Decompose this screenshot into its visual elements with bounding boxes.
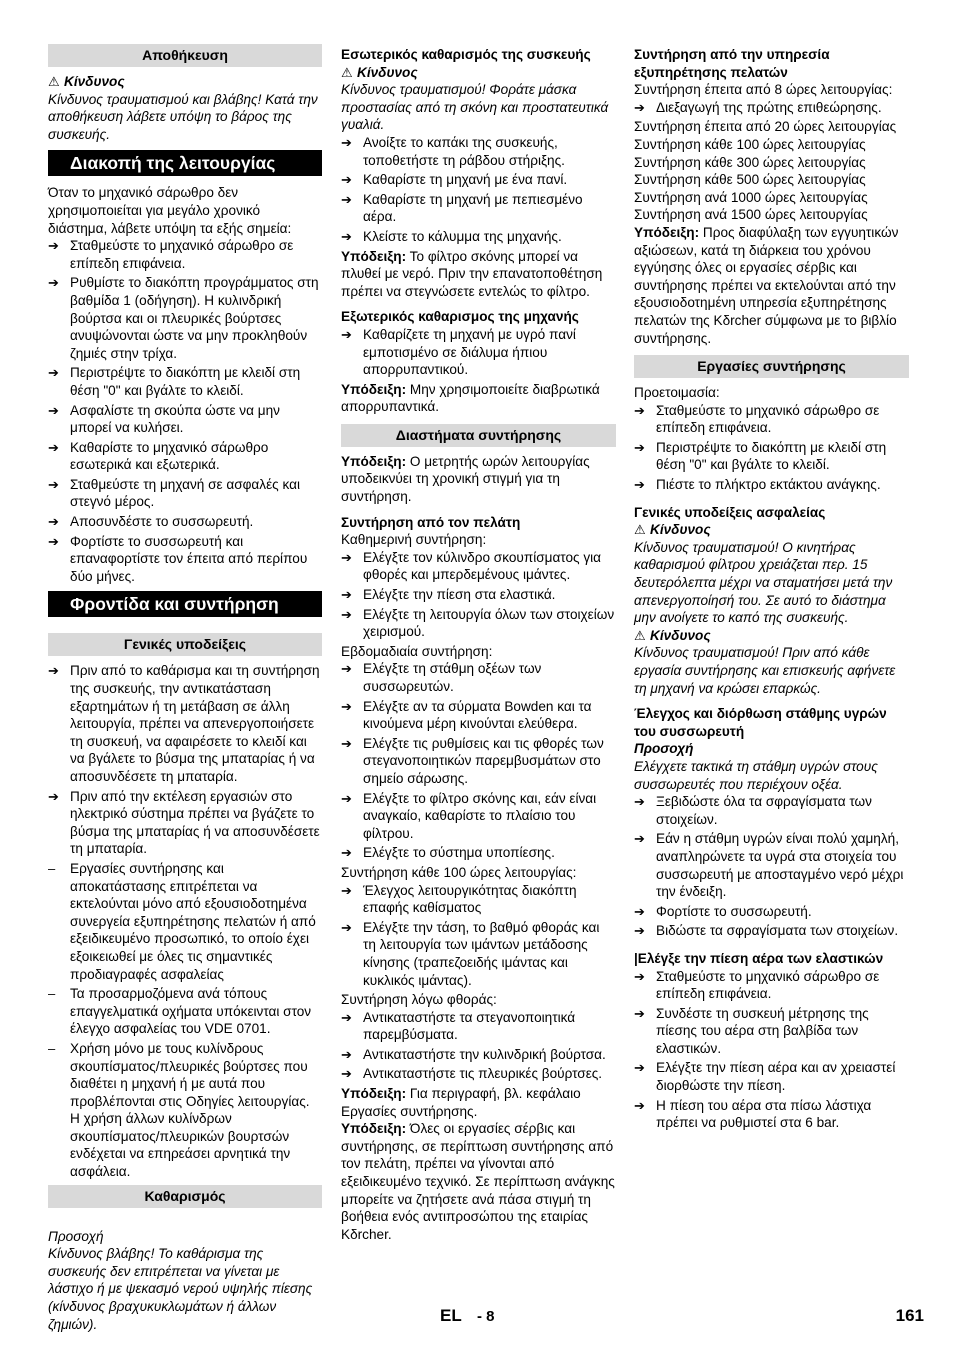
page-footer — [0, 1307, 954, 1331]
arrow-icon: ➔ — [634, 439, 645, 455]
list-item-text: Έλεγχος λειτουργικότητας διακόπτη επαφής καθίσματος — [363, 882, 577, 916]
service-heading: Συντήρηση από την υπηρεσία εξυπηρέτησης πελατών — [634, 47, 830, 80]
internal-danger: ⚠ Κίνδυνος — [341, 64, 418, 80]
arrow-icon: ➔ — [341, 606, 352, 622]
arrow-icon: ➔ — [48, 402, 59, 418]
weekly-label: Εβδομαδιαία συντήρηση: — [341, 643, 493, 659]
arrow-icon: ➔ — [634, 831, 645, 847]
list-item — [48, 274, 322, 362]
list-item-text: Περιστρέψτε το διακόπτη με κλειδί στη θέση "0" και βγάλτε το κλειδί. — [656, 439, 887, 473]
list-item — [48, 985, 322, 1038]
list-item-text: Σταθμεύστε τη μηχανή σε ασφαλές και στεγνό μέρος. — [70, 476, 300, 510]
list-item — [634, 402, 909, 437]
arrow-icon: ➔ — [341, 134, 352, 150]
list-item — [341, 191, 616, 226]
prep-label: Προετοιμασία: — [634, 385, 720, 401]
list-item — [341, 844, 616, 862]
list-item — [634, 476, 909, 494]
arrow-icon: ➔ — [341, 790, 352, 806]
arrow-icon: ➔ — [48, 238, 59, 254]
list-item-text: Χρήση μόνο με τους κυλίνδρους σκουπίσματος/πλευρικές βούρτσες που διαθέτει η μηχανή ή με αυτά που προβλέπονται στις Οδηγίες λειτουργίας. Η χρήση άλλων κυλίνδρων σκουπίσματος/πλευρικών βουρτσών ενδέχεται να επηρεάσει αρνητικά την ασφάλεια. — [70, 1040, 310, 1180]
arrow-icon: ➔ — [48, 476, 59, 492]
arrow-icon: ➔ — [341, 1066, 352, 1082]
list-item — [341, 549, 616, 584]
arrow-icon: ➔ — [341, 1009, 352, 1025]
list-item-text: Ελέγξτε την τάση, το βαθμό φθοράς και τη λειτουργία των ιμάντων μετάδοσης κίνησης (τραπεζοειδής ιμάντας και κυκλικός ιμάντας). — [363, 919, 600, 988]
cleaning-caution-label: Προσοχή — [48, 1228, 104, 1244]
general-heading: Γενικές υποδείξεις — [48, 633, 322, 656]
arrow-icon: ➔ — [634, 402, 645, 418]
battery-list — [634, 793, 909, 940]
arrow-icon: ➔ — [634, 794, 645, 810]
general-list — [48, 662, 322, 1180]
cleaning-caution-text: Κίνδυνος βλάβης! Το καθάρισμα της συσκευής δεν επιτρέπεται να γίνεται με λάστιχο ή με ψεκασμό νερού υψηλής πίεσης (κίνδυνος βραχυκυκλωμάτων ή άλλων ζημιών). — [48, 1246, 313, 1332]
list-item — [341, 1009, 616, 1044]
internal-note: Υπόδειξη: Το φίλτρο σκόνης μπορεί να πλυθεί με νερό. Πριν την επανατοποθέτηση πρέπει να στεγνώσετε εντελώς το φίλτρο. — [341, 248, 603, 299]
list-item-text: Ρυθμίστε το διακόπτη προγράμματος στη βαθμίδα 1 (οδήγηση). Η κυλινδρική βούρτσα και οι πλευρικές βούρτσες ανυψώνονται ώστε να μην προκληθούν ζημιές στην τρίχα. — [70, 275, 319, 361]
service-line: Συντήρηση ανά 1000 ώρες λειτουργίας — [634, 189, 868, 205]
list-item — [634, 968, 909, 1003]
list-item — [48, 513, 322, 531]
list-item — [48, 237, 322, 272]
storage-danger: ⚠ Κίνδυνος — [48, 74, 125, 89]
list-item — [634, 439, 909, 474]
warning-icon: ⚠ — [634, 522, 646, 538]
column-left — [48, 44, 322, 1333]
list-item-text: Ελέγξτε τις ρυθμίσεις και τις φθορές των στεγανοποιητικών παρεμβυσμάτων στο σημείο σάρωσης. — [363, 735, 604, 786]
list-item — [48, 662, 322, 785]
list-item — [341, 326, 616, 379]
arrow-icon: ➔ — [48, 365, 59, 381]
arrow-icon: ➔ — [48, 533, 59, 549]
list-item — [634, 793, 909, 828]
list-item-text: Βιδώστε τα σφραγίσματα των στοιχείων. — [656, 923, 899, 939]
list-item-text: Φορτίστε το συσσωρευτή. — [656, 903, 812, 919]
list-item-text: Αντικαταστήστε τα στεγανοποιητικά παρεμβύσματα. — [363, 1009, 576, 1043]
arrow-icon: ➔ — [341, 172, 352, 188]
list-item-text: Ελέγξτε την πίεση στα ελαστικά. — [363, 587, 556, 603]
list-item-text: Εργασίες συντήρησης και αποκατάστασης επιτρέπεται να εκτελούνται μόνο από εξουσιοδοτημένα συνεργεία εξυπηρέτησης πελατών ή από εξειδικευμένο προσωπικό, το οποίο έχει εξοικειωθεί με όλες τις σημαντικές προδιαγραφές ασφαλείας — [70, 860, 316, 982]
danger1-text: Κίνδυνος τραυματισμού! Ο κινητήρας καθαρισμού φίλτρου χρειάζεται περ. 15 δευτερόλεπτα μέχρι να σταματήσει μετά την απενεργοποίησή του. Σε αυτό το διάστημα μην ανοίγετε το καπό της συσκευής. — [634, 539, 893, 626]
tire-heading: |Ελέγξε την πίεση αέρα των ελαστικών — [634, 950, 884, 966]
list-item — [48, 533, 322, 586]
list-item — [48, 476, 322, 511]
arrow-icon: ➔ — [341, 191, 352, 207]
list-item — [341, 660, 616, 695]
intervals-note: Υπόδειξη: Ο μετρητής ωρών λειτουργίας υποδεικνύει τη χρονική στιγμή για τη συντήρηση. — [341, 453, 590, 505]
list-item-text: Αντικαταστήστε την κυλινδρική βούρτσα. — [363, 1046, 606, 1062]
battery-caution-text: Ελέγχετε τακτικά τη στάθμη υγρών στους συσσωρευτές που περιέχουν οξέα. — [634, 758, 878, 792]
list-item-text: Φορτίστε το συσσωρευτή και επαναφορτίστε τον έπειτα από περίπου δύο μήνες. — [70, 533, 308, 584]
list-item-text: Σταθμεύστε το μηχανικό σάρωθρο σε επίπεδη επιφάνεια. — [70, 238, 294, 271]
list-item — [48, 439, 322, 474]
list-item — [341, 1046, 616, 1064]
arrow-icon: ➔ — [341, 1046, 352, 1062]
tire-list — [634, 968, 909, 1132]
arrow-icon: ➔ — [634, 968, 645, 984]
intervals-heading: Διαστήματα συντήρησης — [341, 424, 616, 447]
list-item-text: Καθαρίζετε τη μηχανή με υγρό πανί εμποτισμένο σε διάλυμα ήπιου απορρυπαντικού. — [363, 326, 576, 378]
external-note: Υπόδειξη: Μην χρησιμοποιείτε διαβρωτικά απορρυπαντικά. — [341, 381, 600, 415]
service-line: Συντήρηση κάθε 100 ώρες λειτουργίας — [634, 136, 866, 152]
column-middle — [341, 44, 616, 1243]
arrow-icon: ➔ — [48, 514, 59, 530]
list-item-text: Ασφαλίστε τη σκούπα ώστε να μην μπορεί να κυλήσει. — [70, 402, 280, 436]
list-item — [48, 364, 322, 399]
service-line: Συντήρηση κάθε 300 ώρες λειτουργίας — [634, 154, 866, 170]
safety-heading: Γενικές υποδείξεις ασφαλείας — [634, 504, 826, 520]
list-item — [341, 606, 616, 641]
external-list — [341, 326, 616, 379]
work-heading: Εργασίες συντήρησης — [634, 355, 909, 378]
list-item — [48, 402, 322, 437]
wear-list — [341, 1009, 616, 1083]
storage-heading: Αποθήκευση — [48, 44, 322, 67]
h100-list — [341, 882, 616, 990]
arrow-icon: ➔ — [634, 99, 645, 115]
list-item — [634, 1059, 909, 1094]
service-line: Συντήρηση έπειτα από 20 ώρες λειτουργίας — [634, 119, 897, 135]
list-item — [48, 1040, 322, 1181]
list-item — [341, 1065, 616, 1083]
arrow-icon: ➔ — [634, 1060, 645, 1076]
battery-caution-label: Προσοχή — [634, 741, 694, 757]
list-item-text: Εάν η στάθμη υγρών είναι πολύ χαμηλή, αναπληρώνετε τα υγρά στα στοιχεία του συσσωρευτή με αποσταγμένο νερό μέχρι την ένδειξη. — [656, 831, 904, 900]
arrow-icon: ➔ — [341, 735, 352, 751]
list-item-text: Τα προσαρμοζόμενα ανά τόπους επαγγελματικά οχήματα υπόκεινται στον έλεγχο ασφαλείας του VDE 0701. — [70, 986, 312, 1037]
list-item-text: Σταθμεύστε το μηχανικό σάρωθρο σε επίπεδη επιφάνεια. — [656, 968, 880, 1002]
list-item-text: Ανοίξτε το καπάκι της συσκευής, τοποθετήστε τη ράβδου στήριξης. — [363, 134, 565, 168]
arrow-icon: ➔ — [48, 663, 59, 679]
note2: Υπόδειξη: Για περιγραφή, βλ. κεφάλαιο Εργασίες συντήρησης. — [341, 1086, 581, 1119]
danger2: ⚠ Κίνδυνος — [634, 627, 711, 643]
danger1: ⚠ Κίνδυνος — [634, 522, 711, 538]
arrow-icon: ➔ — [341, 549, 352, 565]
warning-icon: ⚠ — [634, 627, 646, 643]
arrow-icon: ➔ — [341, 661, 352, 677]
arrow-icon: ➔ — [341, 698, 352, 714]
service-lines — [634, 118, 909, 224]
arrow-icon: ➔ — [341, 845, 352, 861]
list-item-text: Σταθμεύστε το μηχανικό σάρωθρο σε επίπεδη επιφάνεια. — [656, 402, 880, 436]
arrow-icon: ➔ — [634, 903, 645, 919]
shutdown-list — [48, 237, 322, 585]
list-item — [341, 171, 616, 189]
arrow-icon: ➔ — [48, 439, 59, 455]
list-item-text: Πριν από την εκτέλεση εργασιών στο ηλεκτρικό σύστημα πρέπει να βγάζετε το βύσμα της μπαταρίας ή να αποσυνδέσετε τη μπαταρία. — [70, 788, 320, 857]
weekly-list — [341, 660, 616, 862]
list-item-text: Ελέγξτε τη λειτουργία όλων των στοιχείων χειρισμού. — [363, 606, 615, 640]
list-item — [341, 882, 616, 917]
daily-list — [341, 549, 616, 641]
list-item-text: Αντικαταστήστε τις πλευρικές βούρτσες. — [363, 1066, 603, 1082]
internal-list — [341, 134, 616, 246]
shutdown-heading: Διακοπή της λειτουργίας — [48, 150, 322, 176]
list-item-text: Ελέγξτε τη στάθμη οξέων των συσσωρευτών. — [363, 661, 542, 694]
arrow-icon: ➔ — [634, 1097, 645, 1113]
list-item-text: Ελέγξτε αν τα σύρματα Bowden και τα κινούμενα μέρη κινούνται ελεύθερα. — [363, 698, 592, 732]
list-item-text: Αποσυνδέστε το συσσωρευτή. — [70, 514, 254, 530]
service-line: Συντήρηση ανά 1500 ώρες λειτουργίας — [634, 207, 868, 223]
list-item — [341, 790, 616, 843]
local-page-number: - 8 — [477, 1308, 495, 1325]
dash-marker: – — [48, 1040, 56, 1056]
list-item — [341, 735, 616, 788]
service-step1: ➔ Διεξαγωγή της πρώτης επιθεώρησης. — [634, 99, 882, 115]
battery-heading: Έλεγχος και διόρθωση στάθμης υγρών του συσσωρευτή — [634, 706, 887, 739]
list-item-text: Περιστρέψτε το διακόπτη με κλειδί στη θέση "0" και βγάλτε το κλειδί. — [70, 365, 301, 398]
page-number: 161 — [895, 1306, 924, 1325]
warning-icon: ⚠ — [341, 64, 353, 80]
arrow-icon: ➔ — [341, 882, 352, 898]
list-item-text: Καθαρίστε τη μηχανή με ένα πανί. — [363, 172, 568, 188]
list-item-text: Ελέγξτε το σύστημα υποπίεσης. — [363, 845, 555, 861]
external-heading: Εξωτερικός καθαρισμος της μηχανής — [341, 309, 579, 325]
arrow-icon: ➔ — [341, 326, 352, 342]
cleaning-heading: Καθαρισμός — [48, 1185, 322, 1208]
language-code: EL — [440, 1306, 462, 1325]
list-item — [634, 830, 909, 900]
dash-marker: – — [48, 860, 56, 876]
list-item — [48, 860, 322, 983]
h100-label: Συντήρηση κάθε 100 ώρες λειτουργίας: — [341, 864, 577, 880]
arrow-icon: ➔ — [634, 923, 645, 939]
service-line1: Συντήρηση έπειτα από 8 ώρες λειτουργίας: — [634, 82, 893, 98]
list-item — [341, 919, 616, 989]
wear-label: Συντήρηση λόγω φθοράς: — [341, 992, 497, 1008]
service-note: Υπόδειξη: Προς διαφύλαξη των εγγυητικών αξιώσεων, κατά τη διάρκεια του χρόνου εγγύησης όλες οι εργασίες σέρβις και συντήρησης πρέπει να εκτελούνται από την εξουσιοδοτημένη υπηρεσία εξυπηρέτησης πελατών της Kδrcher σύμφωνα με το βιβλίο συντήρησης. — [634, 224, 899, 346]
customer-heading: Συντήρηση από τον πελάτη — [341, 514, 521, 530]
list-item — [341, 586, 616, 604]
arrow-icon: ➔ — [634, 477, 645, 493]
arrow-icon: ➔ — [341, 228, 352, 244]
arrow-icon: ➔ — [634, 1005, 645, 1021]
list-item-text: Ελέγξτε τον κύλινδρο σκουπίσματος για φθορές και μπερδεμένους ιμάντες. — [363, 549, 602, 583]
list-item — [634, 903, 909, 921]
list-item-text: Συνδέστε τη συσκευή μέτρησης της πίεσης του αέρα στη βαλβίδα των ελαστικών. — [656, 1005, 869, 1056]
arrow-icon: ➔ — [48, 788, 59, 804]
arrow-icon: ➔ — [341, 587, 352, 603]
daily-label: Καθημερινή συντήρηση: — [341, 532, 487, 548]
list-item-text: Η πίεση του αέρα στα πίσω λάστιχα πρέπει να ρυθμιστεί στα 6 bar. — [656, 1097, 872, 1131]
list-item-text: Ελέγξτε την πίεση αέρα και αν χρειαστεί διορθώστε την πίεση. — [656, 1060, 896, 1094]
list-item-text: Κλείστε το κάλυμμα της μηχανής. — [363, 228, 562, 244]
storage-danger-text: Κίνδυνος τραυματισμού και βλάβης! Κατά την αποθήκευση λάβετε υπόψη το βάρος της συσκευής. — [48, 91, 318, 142]
danger2-text: Κίνδυνος τραυματισμού! Πριν από κάθε εργασία συντήρησης και επισκευής αφήνετε τη μηχανή να κρώσει επαρκώς. — [634, 645, 896, 696]
list-item-text: Ξεβιδώστε όλα τα σφραγίσματα των στοιχείων. — [656, 794, 872, 827]
list-item-text: Καθαρίστε το μηχανικό σάρωθρο εσωτερικά και εξωτερικά. — [70, 439, 269, 473]
list-item — [341, 228, 616, 246]
list-item-text: Ελέγξτε το φίλτρο σκόνης και, εάν είναι αναγκαίο, καθαρίστε το πλαίσιο του φίλτρου. — [363, 790, 597, 841]
dash-marker: – — [48, 986, 56, 1002]
care-heading: Φροντίδα και συντήρηση — [48, 591, 322, 617]
arrow-icon: ➔ — [341, 919, 352, 935]
note3: Υπόδειξη: Όλες οι εργασίες σέρβις και συντήρησης, σε περίπτωση συντήρησης από τον πελάτη, πρέπει να γίνονται από εξειδικευμένο τεχνικό. Σε περίπτωση ανάγκης μπορείτε να ζητήσετε ανά πάσα στιγμή τη βοήθεια ενός αντιπροσώπου της εταιρίας Kδrcher. — [341, 1121, 615, 1242]
list-item — [634, 922, 909, 940]
list-item-text: Πριν από το καθάρισμα και τη συντήρηση της συσκευής, την αντικατάσταση εξαρτημάτων ή τη μετάβαση σε άλλη λειτουργία, πρέπει να απενεργοποιήσετε τη συσκευή, να αφαιρέσετε το κλειδί και να βγάλετε το βύσμα της μπαταρίας ή να αποσυνδέσετε τη μπαταρία. — [70, 663, 320, 784]
list-item — [341, 698, 616, 733]
list-item — [634, 1005, 909, 1058]
internal-danger-text: Κίνδυνος τραυματισμού! Φοράτε μάσκα προστασίας από τη σκόνη και προστατευτικά γυαλιά. — [341, 82, 609, 133]
list-item — [48, 788, 322, 858]
shutdown-intro: Όταν το μηχανικό σάρωθρο δεν χρησιμοποιείται για μεγάλο χρονικό διάστημα, λάβετε υπόψη τα εξής σημεία: — [48, 185, 292, 236]
service-line: Συντήρηση κάθε 500 ώρες λειτουργίας — [634, 172, 866, 188]
prep-list — [634, 402, 909, 494]
column-right — [634, 44, 909, 1134]
list-item — [341, 134, 616, 169]
internal-heading: Εσωτερικός καθαρισμός της συσκευής — [341, 47, 591, 62]
list-item-text: Πιέστε το πλήκτρο εκτάκτου ανάγκης. — [656, 477, 881, 493]
warning-icon: ⚠ — [48, 74, 60, 89]
list-item-text: Καθαρίστε τη μηχανή με πεπιεσμένο αέρα. — [363, 191, 583, 225]
arrow-icon: ➔ — [48, 275, 59, 291]
list-item — [634, 1097, 909, 1132]
